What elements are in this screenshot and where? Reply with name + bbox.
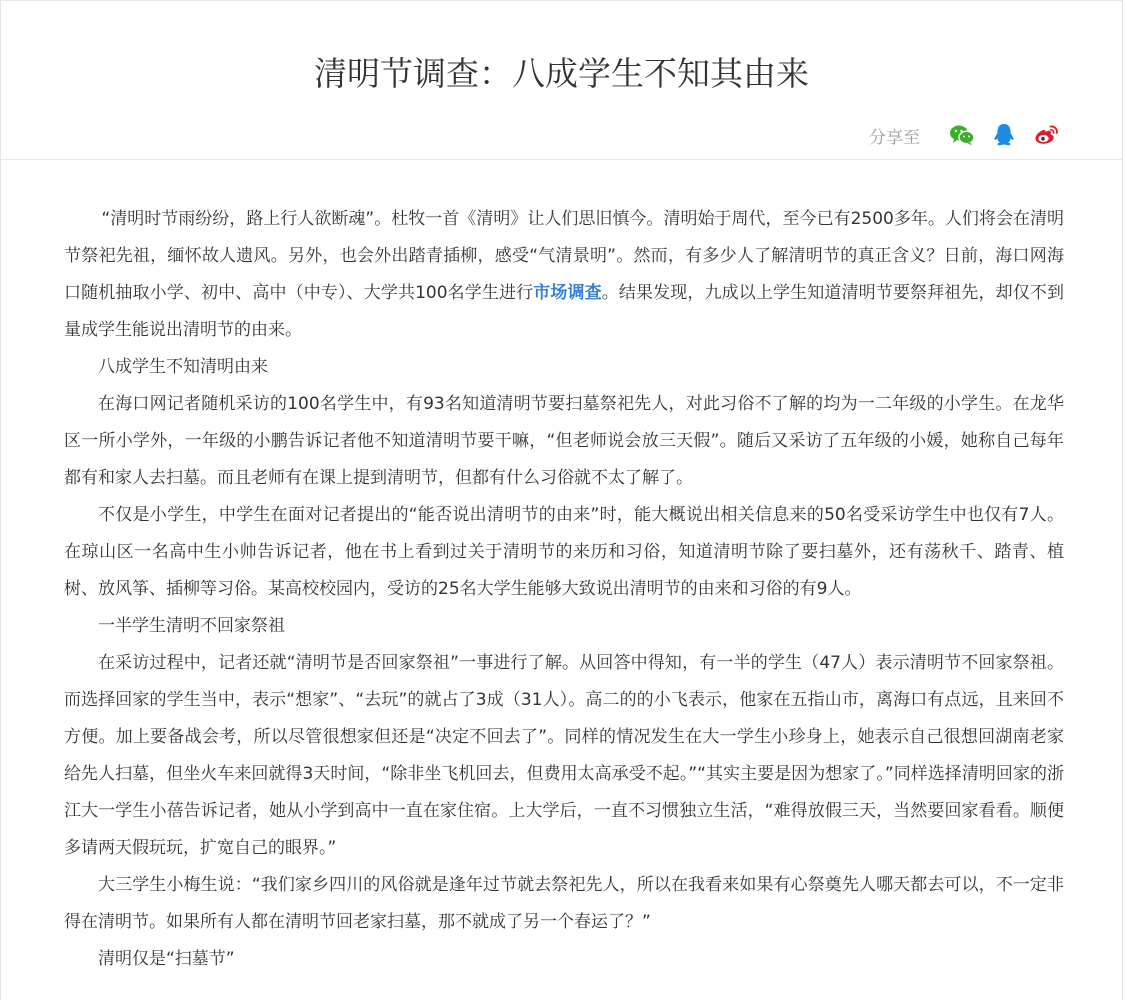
section-heading: 八成学生不知清明由来 (98, 357, 268, 377)
paragraph-text: 。结果发现，九成以上学生知道清明节要祭拜祖先，却仅不到量成学生能说出清明节的由来。 (64, 283, 1065, 340)
qq-icon[interactable] (990, 121, 1018, 149)
paragraph: 在采访过程中，记者还就“清明节是否回家祭祖”一事进行了解。从回答中得知，有一半的学生（47人）表示清明节不回家祭祖。而选择回家的学生当中，表示“想家”、“去玩”的就占了3成（31人）。高二的的小飞表示，他家在五指山市，离海口有点远，且来回不方便。加上要备战会考，所以尽管很想家但还是“决定不回去了”。同样的情况发生在大一学生小珍身上，她表示自己很想回湖南老家给先人扫墓，但坐火车来回就得3天时间，“除非坐飞机回去，但费用太高承受不起。”“其实主要是因为想家了。”同样选择清明回家的浙江大一学生小蓓告诉记者，她从小学到高中一直在家住宿。上大学后，一直不习惯独立生活，“难得放假三天，当然要回家看看。顺便多请两天假玩玩，扩宽自己的眼界。” (64, 653, 1064, 858)
article-body (64, 201, 1064, 978)
section-heading: 清明仅是“扫墓节” (98, 949, 235, 969)
paragraph-text: “清明时节雨纷纷，路上行人欲断魂”。杜牧一首《清明》让人们思旧慎今。清明始于周代，至今已有2500多年。人们将会在清明节祭祀先祖，缅怀故人遗风。另外，也会外出踏青插柳，感受“气清景明”。然而，有多少人了解清明节的真正含义？日前，海口网海口随机抽取小学、初中、高中（中专）、大学共100名学生进行 (64, 209, 1064, 303)
paragraph-intro (64, 201, 1064, 349)
article-title: 清明节调查：八成学生不知其由来 (314, 54, 809, 93)
market-survey-link[interactable]: 市场调查 (533, 283, 602, 303)
paragraph: 不仅是小学生，中学生在面对记者提出的“能否说出清明节的由来”时，能大概说出相关信息来的50名受采访学生中也仅有7人。在琼山区一名高中生小帅告诉记者，他在书上看到过关于清明节的来历和习俗，知道清明节除了要扫墓外，还有荡秋千、踏青、植树、放风筝、插柳等习俗。某高校校园内，受访的25名大学生能够大致说出清明节的由来和习俗的有9人。 (64, 505, 1064, 599)
share-bar (869, 119, 1060, 151)
article-header (1, 1, 1122, 160)
section-heading: 一半学生清明不回家祭祖 (98, 616, 285, 636)
weibo-icon[interactable] (1032, 121, 1060, 149)
paragraph: 大三学生小梅生说：“我们家乡四川的风俗就是逢年过节就去祭祀先人，所以在我看来如果有心祭奠先人哪天都去可以，不一定非得在清明节。如果所有人都在清明节回老家扫墓，那不就成了另一个春运了？” (64, 875, 1064, 932)
wechat-icon[interactable] (948, 121, 976, 149)
paragraph: 在海口网记者随机采访的100名学生中，有93名知道清明节要扫墓祭祀先人，对此习俗不了解的均为一二年级的小学生。在龙华区一所小学外，一年级的小鹏告诉记者他不知道清明节要干嘛，“但老师说会放三天假”。随后又采访了五年级的小媛，她称自己每年都有和家人去扫墓。而且老师有在课上提到清明节，但都有什么习俗就不太了解了。 (64, 394, 1064, 488)
share-label: 分享至 (869, 127, 920, 148)
